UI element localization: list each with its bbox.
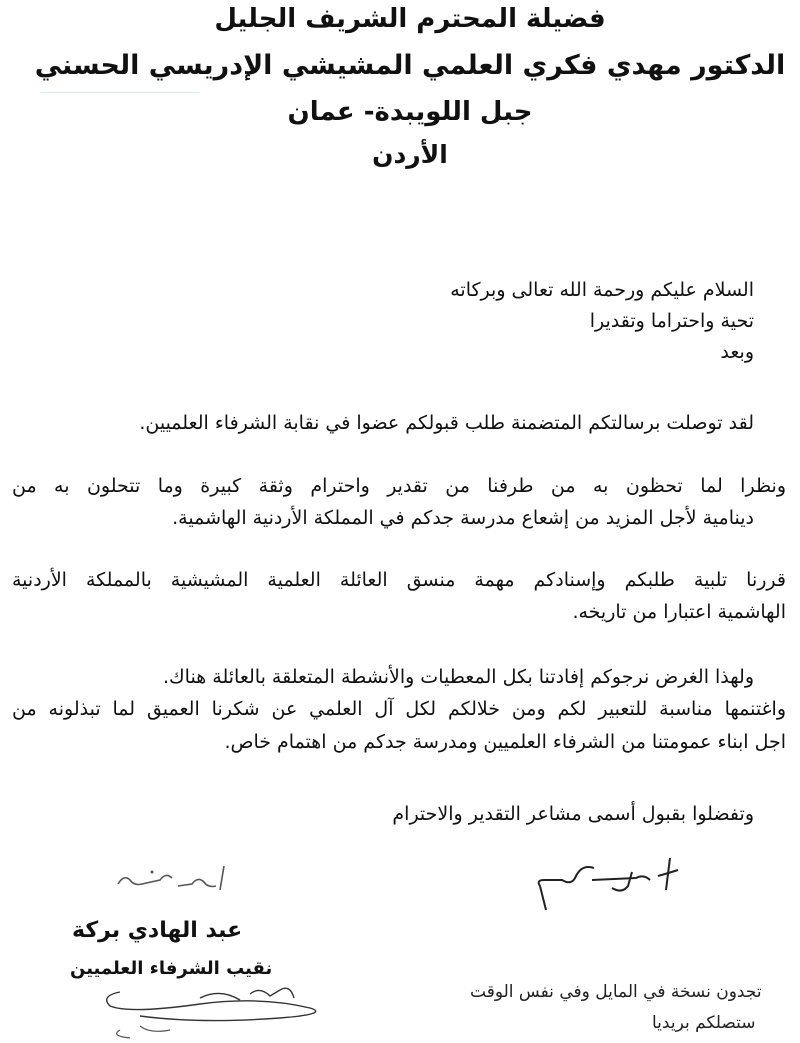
handwritten-signature-label (112, 862, 232, 902)
scan-artifact-line (40, 92, 200, 93)
recipient-honorific: فضيلة المحترم الشريف الجليل (214, 4, 606, 34)
paragraph-text: قررنا تلبية طلبكم وإسنادكم مهمة منسق العائلة العلمية المشيشية بالمملكة الأردنية (12, 569, 786, 591)
note-line: ستصلكم بريديا (652, 1013, 756, 1033)
greeting-line: السلام عليكم ورحمة الله تعالى وبركاته (450, 279, 754, 301)
recipient-name: الدكتور مهدي فكري العلمي المشيشي الإدريسي الحسني (34, 50, 786, 81)
closing-line: وتفضلوا بقبول أسمى مشاعر التقدير والاحترام (392, 803, 754, 825)
body-paragraph-2-line (12, 471, 786, 502)
body-paragraph-3-line: الهاشمية اعتبارا من تاريخه. (572, 601, 786, 623)
handwritten-signoff (532, 850, 682, 922)
body-paragraph-3-line (12, 565, 786, 596)
signer-title: نقيب الشرفاء العلميين (70, 958, 273, 979)
recipient-country: الأردن (372, 140, 448, 169)
greeting-line: تحية واحتراما وتقديرا (589, 310, 754, 332)
note-line: تجدون نسخة في المايل وفي نفس الوقت (470, 982, 762, 1002)
body-paragraph-1: لقد توصلت برسالتكم المتضمنة طلب قبولكم عضوا في نقابة الشرفاء العلميين. (139, 412, 754, 434)
body-paragraph-4-line: اجل ابناء عمومتنا من الشرفاء العلميين ومدرسة جدكم من اهتمام خاص. (224, 731, 786, 753)
recipient-address: جبل اللويبدة- عمان (287, 97, 533, 127)
signature-scribble (80, 970, 340, 1040)
body-paragraph-4-line: ولهذا الغرض نرجوكم إفادتنا بكل المعطيات والأنشطة المتعلقة بالعائلة هناك. (162, 666, 754, 688)
body-paragraph-4-line (12, 694, 786, 725)
paragraph-text: واغتنمها مناسبة للتعبير لكم ومن خلالكم لكل آل العلمي عن شكرنا العميق لما تبذلونه من (12, 698, 786, 720)
body-paragraph-2-line: دينامية لأجل المزيد من إشعاع مدرسة جدكم في المملكة الأردنية الهاشمية. (172, 507, 754, 529)
greeting-line: وبعد (720, 341, 754, 363)
paragraph-text: ونظرا لما تحظون به من طرفنا من تقدير واحترام وثقة كبيرة وما تتحلون به من (12, 475, 786, 497)
signer-name: عبد الهادي بركة (72, 918, 243, 943)
